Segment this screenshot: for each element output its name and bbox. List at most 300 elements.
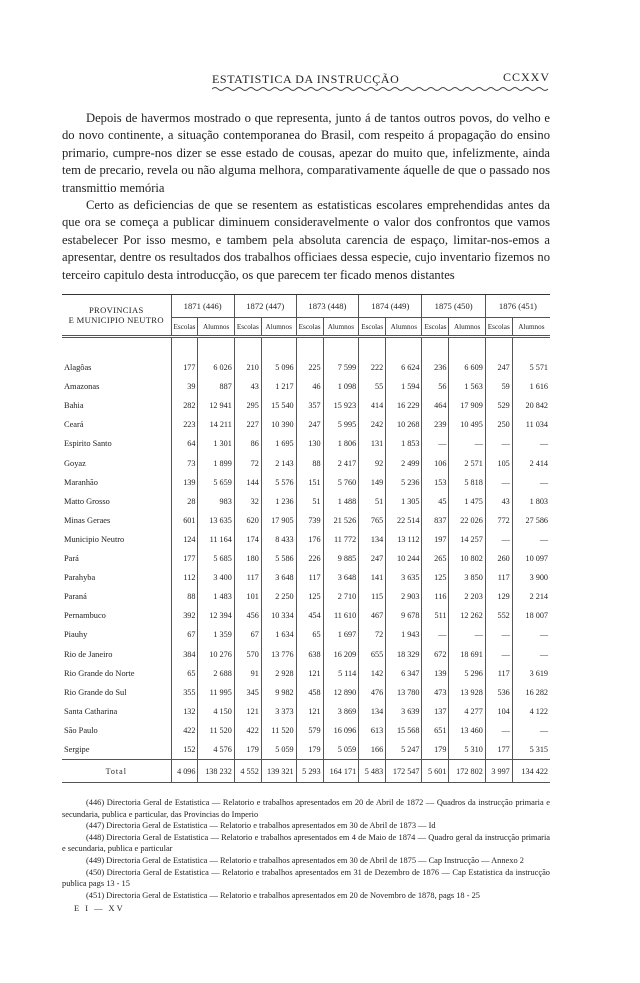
escolas-value: 124 <box>171 530 198 549</box>
alumnos-value: 4 150 <box>198 702 234 721</box>
province-name: Municipio Neutro <box>64 534 125 544</box>
escolas-value: 73 <box>171 454 198 473</box>
escolas-header: Escolas <box>422 318 449 337</box>
alumnos-value: 5 247 <box>386 740 422 760</box>
escolas-value: 247 <box>485 358 512 377</box>
escolas-value: 529 <box>485 396 512 415</box>
alumnos-value: 4 122 <box>512 702 550 721</box>
alumnos-value: 2 571 <box>449 454 485 473</box>
alumnos-value: 18 329 <box>386 644 422 663</box>
escolas-value: — <box>485 721 512 740</box>
escolas-value: — <box>485 644 512 663</box>
escolas-value: 177 <box>171 549 198 568</box>
escolas-value: 59 <box>485 377 512 396</box>
alumnos-value: 11 995 <box>198 683 234 702</box>
table-row <box>62 473 550 492</box>
alumnos-value: 2 414 <box>512 454 550 473</box>
escolas-value: 117 <box>234 568 261 587</box>
alumnos-header: Alumnos <box>261 318 296 337</box>
alumnos-value: 10 276 <box>198 644 234 663</box>
alumnos-value: 15 923 <box>323 396 359 415</box>
escolas-value: 239 <box>422 415 449 434</box>
escolas-header: Escolas <box>296 318 323 337</box>
escolas-value: 28 <box>171 492 198 511</box>
escolas-value: 355 <box>171 683 198 702</box>
alumnos-value: 13 112 <box>386 530 422 549</box>
alumnos-value: 22 514 <box>386 511 422 530</box>
province-name: Pará <box>64 554 79 564</box>
escolas-value: 223 <box>171 415 198 434</box>
table-row <box>62 396 550 415</box>
table-row <box>62 606 550 625</box>
escolas-value: 179 <box>422 740 449 760</box>
alumnos-value: 5 659 <box>198 473 234 492</box>
alumnos-value: 5 576 <box>261 473 296 492</box>
year-header: 1873 (448) <box>296 295 359 318</box>
escolas-value: 144 <box>234 473 261 492</box>
escolas-value: — <box>422 434 449 453</box>
body-text <box>62 110 550 284</box>
alumnos-value: 5 315 <box>512 740 550 760</box>
statistics-table <box>62 294 550 783</box>
alumnos-value: 8 433 <box>261 530 296 549</box>
escolas-value: 116 <box>422 587 449 606</box>
alumnos-value: 5 685 <box>198 549 234 568</box>
escolas-value: 250 <box>485 415 512 434</box>
province-name: Goyaz <box>64 458 86 468</box>
alumnos-value: 10 334 <box>261 606 296 625</box>
escolas-value: 130 <box>296 434 323 453</box>
escolas-value: 464 <box>422 396 449 415</box>
escolas-value: 422 <box>171 721 198 740</box>
alumnos-value: 5 571 <box>512 358 550 377</box>
alumnos-value: 6 347 <box>386 664 422 683</box>
alumnos-value: 1 301 <box>198 434 234 453</box>
alumnos-value: 3 373 <box>261 702 296 721</box>
escolas-value: 837 <box>422 511 449 530</box>
province-name: Alagôas <box>64 363 92 373</box>
alumnos-value: 164 171 <box>323 760 359 783</box>
escolas-value: 45 <box>422 492 449 511</box>
province-column-header: PROVINCIAS E MUNICIPIO NEUTRO <box>62 295 171 337</box>
alumnos-value: 14 257 <box>449 530 485 549</box>
escolas-value: — <box>485 473 512 492</box>
escolas-value: 39 <box>171 377 198 396</box>
province-name: Ceará <box>64 420 84 430</box>
alumnos-value: 2 203 <box>449 587 485 606</box>
escolas-value: 4 096 <box>171 760 198 783</box>
alumnos-value: 1 359 <box>198 625 234 644</box>
escolas-value: 222 <box>359 358 386 377</box>
escolas-value: — <box>422 625 449 644</box>
table-row <box>62 721 550 740</box>
escolas-header: Escolas <box>171 318 198 337</box>
alumnos-value: 4 576 <box>198 740 234 760</box>
footnote: (451) Directoria Geral de Estatistica — Relatorio e trabalhos apresentados em 20 de Novembro de 1878, pags 18 - 25 <box>86 890 480 900</box>
alumnos-value: 5 310 <box>449 740 485 760</box>
alumnos-value: 16 096 <box>323 721 359 740</box>
alumnos-value: — <box>512 644 550 663</box>
year-header: 1871 (446) <box>171 295 234 318</box>
alumnos-value: 16 229 <box>386 396 422 415</box>
alumnos-value: 10 244 <box>386 549 422 568</box>
alumnos-value: 13 776 <box>261 644 296 663</box>
escolas-value: 247 <box>359 549 386 568</box>
escolas-value: 151 <box>296 473 323 492</box>
escolas-value: 105 <box>485 454 512 473</box>
escolas-value: 179 <box>234 740 261 760</box>
province-name: Sergipe <box>64 744 90 754</box>
table-row <box>62 434 550 453</box>
escolas-header: Escolas <box>234 318 261 337</box>
alumnos-value: 2 143 <box>261 454 296 473</box>
escolas-value: 67 <box>171 625 198 644</box>
escolas-value: 72 <box>234 454 261 473</box>
alumnos-value: 1 488 <box>323 492 359 511</box>
province-name: Rio Grande do Norte <box>64 668 135 678</box>
alumnos-value: 9 678 <box>386 606 422 625</box>
alumnos-value: 172 547 <box>386 760 422 783</box>
escolas-value: 655 <box>359 644 386 663</box>
total-row <box>62 760 550 783</box>
table-row <box>62 415 550 434</box>
alumnos-value: 11 034 <box>512 415 550 434</box>
escolas-value: 88 <box>171 587 198 606</box>
alumnos-value: 5 096 <box>261 358 296 377</box>
escolas-value: 141 <box>359 568 386 587</box>
escolas-value: 613 <box>359 721 386 740</box>
alumnos-value: 14 211 <box>198 415 234 434</box>
alumnos-value: 1 634 <box>261 625 296 644</box>
escolas-value: 67 <box>234 625 261 644</box>
alumnos-value: 138 232 <box>198 760 234 783</box>
escolas-value: 467 <box>359 606 386 625</box>
alumnos-value: 18 007 <box>512 606 550 625</box>
alumnos-value: 1 806 <box>323 434 359 453</box>
escolas-value: 174 <box>234 530 261 549</box>
table-row <box>62 492 550 511</box>
alumnos-value: — <box>449 434 485 453</box>
escolas-value: 5 483 <box>359 760 386 783</box>
table-row <box>62 644 550 663</box>
alumnos-value: 6 026 <box>198 358 234 377</box>
page-header <box>62 68 550 88</box>
table-row <box>62 358 550 377</box>
escolas-value: 476 <box>359 683 386 702</box>
province-name: Piauhy <box>64 630 88 640</box>
year-header: 1875 (450) <box>422 295 485 318</box>
alumnos-value: 1 899 <box>198 454 234 473</box>
alumnos-value: — <box>512 434 550 453</box>
escolas-value: 357 <box>296 396 323 415</box>
escolas-value: 458 <box>296 683 323 702</box>
year-header-row <box>62 295 550 318</box>
alumnos-value: 5 236 <box>386 473 422 492</box>
alumnos-header: Alumnos <box>449 318 485 337</box>
province-name: Bahia <box>64 401 84 411</box>
footnote: (450) Directoria Geral de Estatistica — Relatorio e trabalhos apresentados em 31 de Dezembro de 1876 — Cap Estatistica da instrucção publica pags 13 - 15 <box>62 867 550 889</box>
escolas-value: 180 <box>234 549 261 568</box>
escolas-value: 43 <box>234 377 261 396</box>
running-title: ESTATISTICA DA INSTRUCÇÃO <box>212 72 400 86</box>
escolas-value: 88 <box>296 454 323 473</box>
footnote: (446) Directoria Geral de Estatistica — Relatorio e trabalhos apresentados em 20 de Abril de 1872 — Quadros da instrucção primaria e secundaria, publica e particular, das Provincias do Imperio <box>62 798 550 819</box>
escolas-value: 176 <box>296 530 323 549</box>
province-name: Espirito Santo <box>64 439 112 449</box>
alumnos-value: 1 943 <box>386 625 422 644</box>
alumnos-value: 1 483 <box>198 587 234 606</box>
escolas-value: 179 <box>296 740 323 760</box>
alumnos-value: 11 520 <box>198 721 234 740</box>
escolas-value: 117 <box>296 568 323 587</box>
escolas-value: 345 <box>234 683 261 702</box>
alumnos-value: 27 586 <box>512 511 550 530</box>
alumnos-value: 13 928 <box>449 683 485 702</box>
alumnos-value: 1 236 <box>261 492 296 511</box>
alumnos-value: 2 499 <box>386 454 422 473</box>
escolas-value: 129 <box>485 587 512 606</box>
alumnos-value: 1 695 <box>261 434 296 453</box>
alumnos-value: 20 842 <box>512 396 550 415</box>
escolas-value: 55 <box>359 377 386 396</box>
escolas-value: 132 <box>171 702 198 721</box>
alumnos-value: 11 520 <box>261 721 296 740</box>
alumnos-value: 13 635 <box>198 511 234 530</box>
alumnos-value: 134 422 <box>512 760 550 783</box>
escolas-value: 579 <box>296 721 323 740</box>
escolas-value: 422 <box>234 721 261 740</box>
escolas-value: 3 997 <box>485 760 512 783</box>
escolas-value: 511 <box>422 606 449 625</box>
alumnos-value: 2 928 <box>261 664 296 683</box>
table-row <box>62 683 550 702</box>
escolas-value: 651 <box>422 721 449 740</box>
escolas-value: 166 <box>359 740 386 760</box>
escolas-value: 121 <box>296 664 323 683</box>
year-header: 1872 (447) <box>234 295 296 318</box>
alumnos-value: 4 277 <box>449 702 485 721</box>
escolas-value: 139 <box>171 473 198 492</box>
province-name: Amazonas <box>64 382 100 392</box>
escolas-value: 101 <box>234 587 261 606</box>
escolas-value: 177 <box>485 740 512 760</box>
table-body <box>62 337 550 783</box>
escolas-value: 91 <box>234 664 261 683</box>
province-name: Pernambuco <box>64 611 106 621</box>
total-label: Total <box>62 760 171 783</box>
alumnos-value: 3 648 <box>323 568 359 587</box>
table-row <box>62 740 550 760</box>
alumnos-header: Alumnos <box>512 318 550 337</box>
alumnos-value: 21 526 <box>323 511 359 530</box>
escolas-value: 225 <box>296 358 323 377</box>
alumnos-value: 2 214 <box>512 587 550 606</box>
alumnos-value: 1 305 <box>386 492 422 511</box>
table-row <box>62 511 550 530</box>
escolas-value: 56 <box>422 377 449 396</box>
alumnos-value: 2 903 <box>386 587 422 606</box>
footnote: (447) Directoria Geral de Estatistica — Relatorio e trabalhos apresentados em 30 de Abril de 1873 — Id <box>86 821 436 831</box>
alumnos-value: 12 941 <box>198 396 234 415</box>
table-row <box>62 702 550 721</box>
escolas-value: 125 <box>422 568 449 587</box>
escolas-value: 638 <box>296 644 323 663</box>
alumnos-value: 887 <box>198 377 234 396</box>
escolas-value: 115 <box>359 587 386 606</box>
alumnos-value: 3 619 <box>512 664 550 683</box>
alumnos-value: 1 098 <box>323 377 359 396</box>
alumnos-value: 139 321 <box>261 760 296 783</box>
alumnos-value: 22 026 <box>449 511 485 530</box>
alumnos-header: Alumnos <box>386 318 422 337</box>
alumnos-value: — <box>512 721 550 740</box>
year-header: 1874 (449) <box>359 295 422 318</box>
escolas-value: 620 <box>234 511 261 530</box>
escolas-value: 72 <box>359 625 386 644</box>
alumnos-value: 7 599 <box>323 358 359 377</box>
alumnos-value: 2 417 <box>323 454 359 473</box>
alumnos-value: 172 802 <box>449 760 485 783</box>
province-name: São Paulo <box>64 725 98 735</box>
escolas-value: 5 601 <box>422 760 449 783</box>
escolas-value: 226 <box>296 549 323 568</box>
escolas-value: 131 <box>359 434 386 453</box>
table-row <box>62 549 550 568</box>
escolas-value: 117 <box>485 568 512 587</box>
alumnos-value: 6 624 <box>386 358 422 377</box>
alumnos-value: 1 803 <box>512 492 550 511</box>
alumnos-value: 9 885 <box>323 549 359 568</box>
alumnos-value: 12 262 <box>449 606 485 625</box>
escolas-value: 414 <box>359 396 386 415</box>
alumnos-value: 2 250 <box>261 587 296 606</box>
escolas-value: 153 <box>422 473 449 492</box>
alumnos-value: 13 460 <box>449 721 485 740</box>
escolas-value: 384 <box>171 644 198 663</box>
escolas-value: 104 <box>485 702 512 721</box>
alumnos-value: 11 772 <box>323 530 359 549</box>
alumnos-value: 3 850 <box>449 568 485 587</box>
escolas-value: 601 <box>171 511 198 530</box>
escolas-header: Escolas <box>359 318 386 337</box>
escolas-value: 137 <box>422 702 449 721</box>
escolas-value: 51 <box>359 492 386 511</box>
escolas-value: 772 <box>485 511 512 530</box>
alumnos-value: 18 691 <box>449 644 485 663</box>
document-page <box>62 68 550 915</box>
footnotes <box>62 797 550 915</box>
escolas-value: 139 <box>422 664 449 683</box>
escolas-value: 282 <box>171 396 198 415</box>
alumnos-value: 12 890 <box>323 683 359 702</box>
alumnos-header: Alumnos <box>323 318 359 337</box>
alumnos-value: 3 869 <box>323 702 359 721</box>
alumnos-value: 5 114 <box>323 664 359 683</box>
alumnos-value: 5 296 <box>449 664 485 683</box>
escolas-header: Escolas <box>485 318 512 337</box>
alumnos-value: 16 282 <box>512 683 550 702</box>
alumnos-value: 9 982 <box>261 683 296 702</box>
escolas-value: 92 <box>359 454 386 473</box>
signature-mark: E I — XV <box>74 904 125 914</box>
escolas-value: 552 <box>485 606 512 625</box>
province-name: Matto Grosso <box>64 496 110 506</box>
alumnos-value: — <box>512 625 550 644</box>
escolas-value: 260 <box>485 549 512 568</box>
alumnos-value: 2 710 <box>323 587 359 606</box>
alumnos-value: 10 802 <box>449 549 485 568</box>
alumnos-value: 3 648 <box>261 568 296 587</box>
escolas-value: 65 <box>171 664 198 683</box>
escolas-value: 456 <box>234 606 261 625</box>
escolas-value: 242 <box>359 415 386 434</box>
escolas-value: — <box>485 434 512 453</box>
paragraph: Certo as deficiencias de que se resentem as estatisticas escolares emprehendidas antes da que ora se começa a publicar diminuem consideravelmente o valor dos confrontos que vamos estabelecer Por isso mesmo, e tambem pela absoluta carencia de espaço, limitar-nos-emos a apresentar, dentre os resultados dos trabalhos officiaes dessa especie, cujo inventario fizemos no terceiro capitulo desta introducção, os que parecem ter ficado menos distantes <box>62 198 550 282</box>
escolas-value: 106 <box>422 454 449 473</box>
escolas-value: 236 <box>422 358 449 377</box>
alumnos-value: 1 697 <box>323 625 359 644</box>
alumnos-value: 3 639 <box>386 702 422 721</box>
alumnos-value: 17 909 <box>449 396 485 415</box>
escolas-value: 32 <box>234 492 261 511</box>
escolas-value: 51 <box>296 492 323 511</box>
escolas-value: 570 <box>234 644 261 663</box>
escolas-value: 765 <box>359 511 386 530</box>
province-name: Maranhão <box>64 477 98 487</box>
alumnos-value: 13 780 <box>386 683 422 702</box>
alumnos-value: 10 495 <box>449 415 485 434</box>
footnote: (448) Directoria Geral de Estatistica — Relatorio e trabalhos apresentados em 4 de Maio de 1874 — Quadro geral da instrucção primaria e secundaria, publica e particular <box>62 832 550 854</box>
escolas-value: 4 552 <box>234 760 261 783</box>
alumnos-value: 5 818 <box>449 473 485 492</box>
escolas-value: 142 <box>359 664 386 683</box>
escolas-value: 117 <box>485 664 512 683</box>
alumnos-value: 5 059 <box>261 740 296 760</box>
escolas-value: 265 <box>422 549 449 568</box>
escolas-value: 112 <box>171 568 198 587</box>
table-row <box>62 568 550 587</box>
escolas-value: 5 293 <box>296 760 323 783</box>
escolas-value: 739 <box>296 511 323 530</box>
escolas-value: 86 <box>234 434 261 453</box>
alumnos-value: 1 853 <box>386 434 422 453</box>
alumnos-value: 15 540 <box>261 396 296 415</box>
escolas-value: 43 <box>485 492 512 511</box>
escolas-value: 64 <box>171 434 198 453</box>
escolas-value: — <box>485 530 512 549</box>
alumnos-value: 983 <box>198 492 234 511</box>
province-name: Rio de Janeiro <box>64 649 113 659</box>
alumnos-value: 2 688 <box>198 664 234 683</box>
alumnos-value: 12 394 <box>198 606 234 625</box>
escolas-value: 152 <box>171 740 198 760</box>
escolas-value: 149 <box>359 473 386 492</box>
escolas-value: 134 <box>359 530 386 549</box>
escolas-value: 65 <box>296 625 323 644</box>
alumnos-value: 3 400 <box>198 568 234 587</box>
escolas-value: 227 <box>234 415 261 434</box>
page-number: CCXXV <box>502 70 550 84</box>
province-name: Parahyba <box>64 573 96 583</box>
alumnos-value: 1 616 <box>512 377 550 396</box>
escolas-value: 134 <box>359 702 386 721</box>
escolas-value: 454 <box>296 606 323 625</box>
alumnos-value: 16 209 <box>323 644 359 663</box>
escolas-value: 197 <box>422 530 449 549</box>
province-name: Rio Grande do Sul <box>64 687 127 697</box>
alumnos-value: 5 059 <box>323 740 359 760</box>
province-name: Minas Geraes <box>64 515 111 525</box>
